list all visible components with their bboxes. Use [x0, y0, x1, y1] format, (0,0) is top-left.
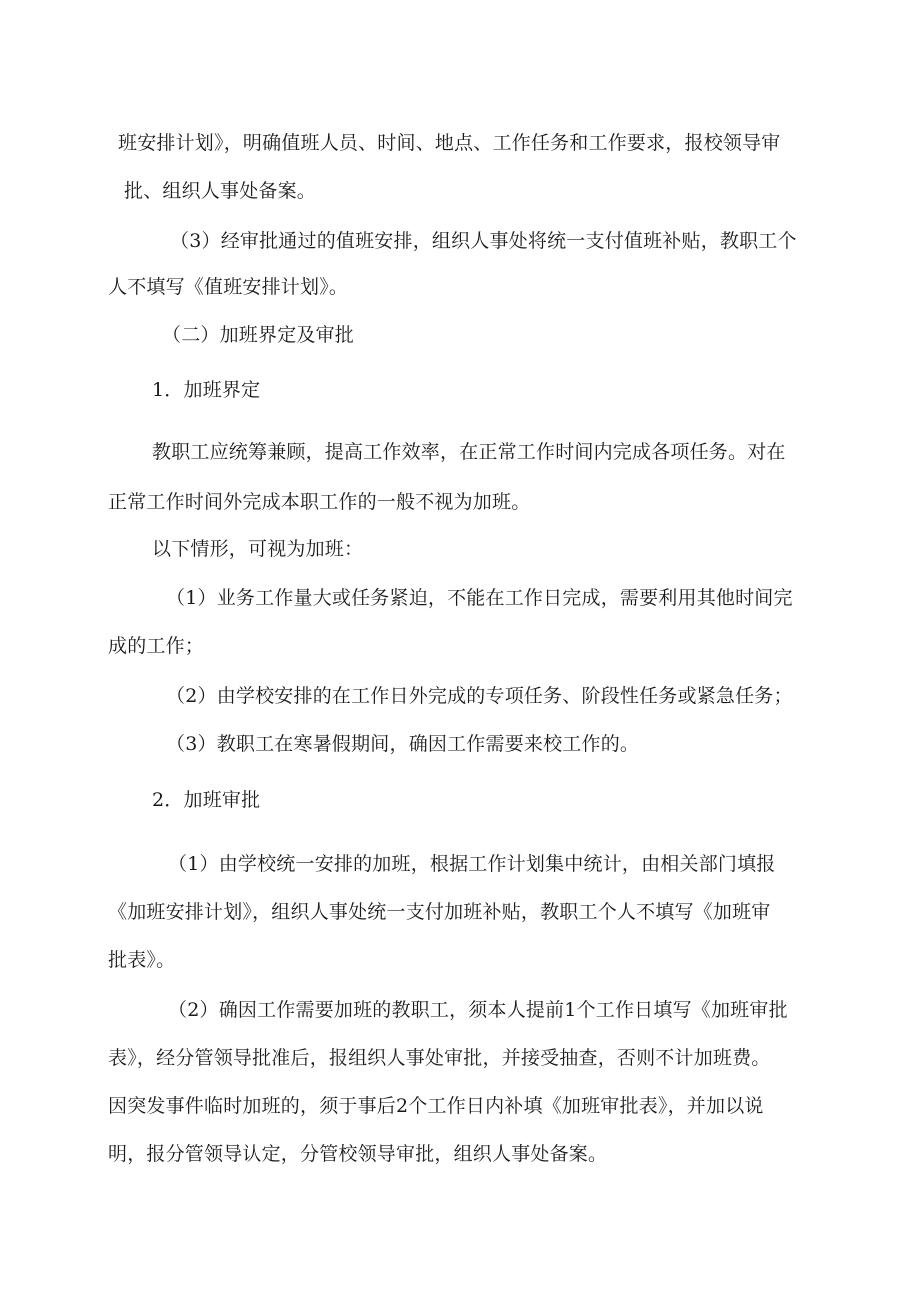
text-line: 明，报分管领导认定，分管校领导审批，组织人事处备案。	[108, 1143, 608, 1165]
text-line: （3）教职工在寒暑假期间，确因工作需要来校工作的。	[166, 733, 640, 755]
text-line: （2）由学校安排的在工作日外完成的专项任务、阶段性任务或紧急任务；	[166, 685, 793, 707]
section-heading: （二）加班界定及审批	[162, 324, 355, 346]
text-line: （3）经审批通过的值班安排，组织人事处将统一支付值班补贴，教职工个	[170, 230, 797, 252]
text-line: 成的工作；	[108, 635, 205, 657]
text-line: 表》，经分管领导批准后，报组织人事处审批，并接受抽查，否则不计加班费。	[108, 1047, 771, 1069]
subsection-heading: 2．加班审批	[152, 789, 261, 811]
text-line: 因突发事件临时加班的，须于事后2个工作日内补填《加班审批表》，并加以说	[108, 1095, 764, 1117]
text-line: 批表》。	[108, 949, 176, 971]
text-line: （1）由学校统一安排的加班，根据工作计划集中统计，由相关部门填报	[168, 853, 776, 875]
text-line: 批、组织人事处备案。	[124, 180, 317, 202]
text-line: 教职工应统筹兼顾，提高工作效率，在正常工作时间内完成各项任务。对在	[152, 441, 786, 463]
text-line: （2）确因工作需要加班的教职工，须本人提前1个工作日填写《加班审批	[168, 999, 788, 1021]
subsection-heading: 1．加班界定	[152, 379, 261, 401]
text-line: 正常工作时间外完成本职工作的一般不视为加班。	[108, 491, 531, 513]
text-line: （1）业务工作量大或任务紧迫，不能在工作日完成，需要利用其他时间完	[166, 587, 793, 609]
text-line: 人不填写《值班安排计划》。	[108, 276, 349, 298]
text-line: 班安排计划》，明确值班人员、时间、地点、工作任务和工作要求，报校领导审	[118, 132, 781, 154]
text-line: 以下情形，可视为加班：	[152, 538, 364, 560]
text-line: 《加班安排计划》，组织人事处统一支付加班补贴，教职工个人不填写《加班审	[108, 901, 771, 923]
